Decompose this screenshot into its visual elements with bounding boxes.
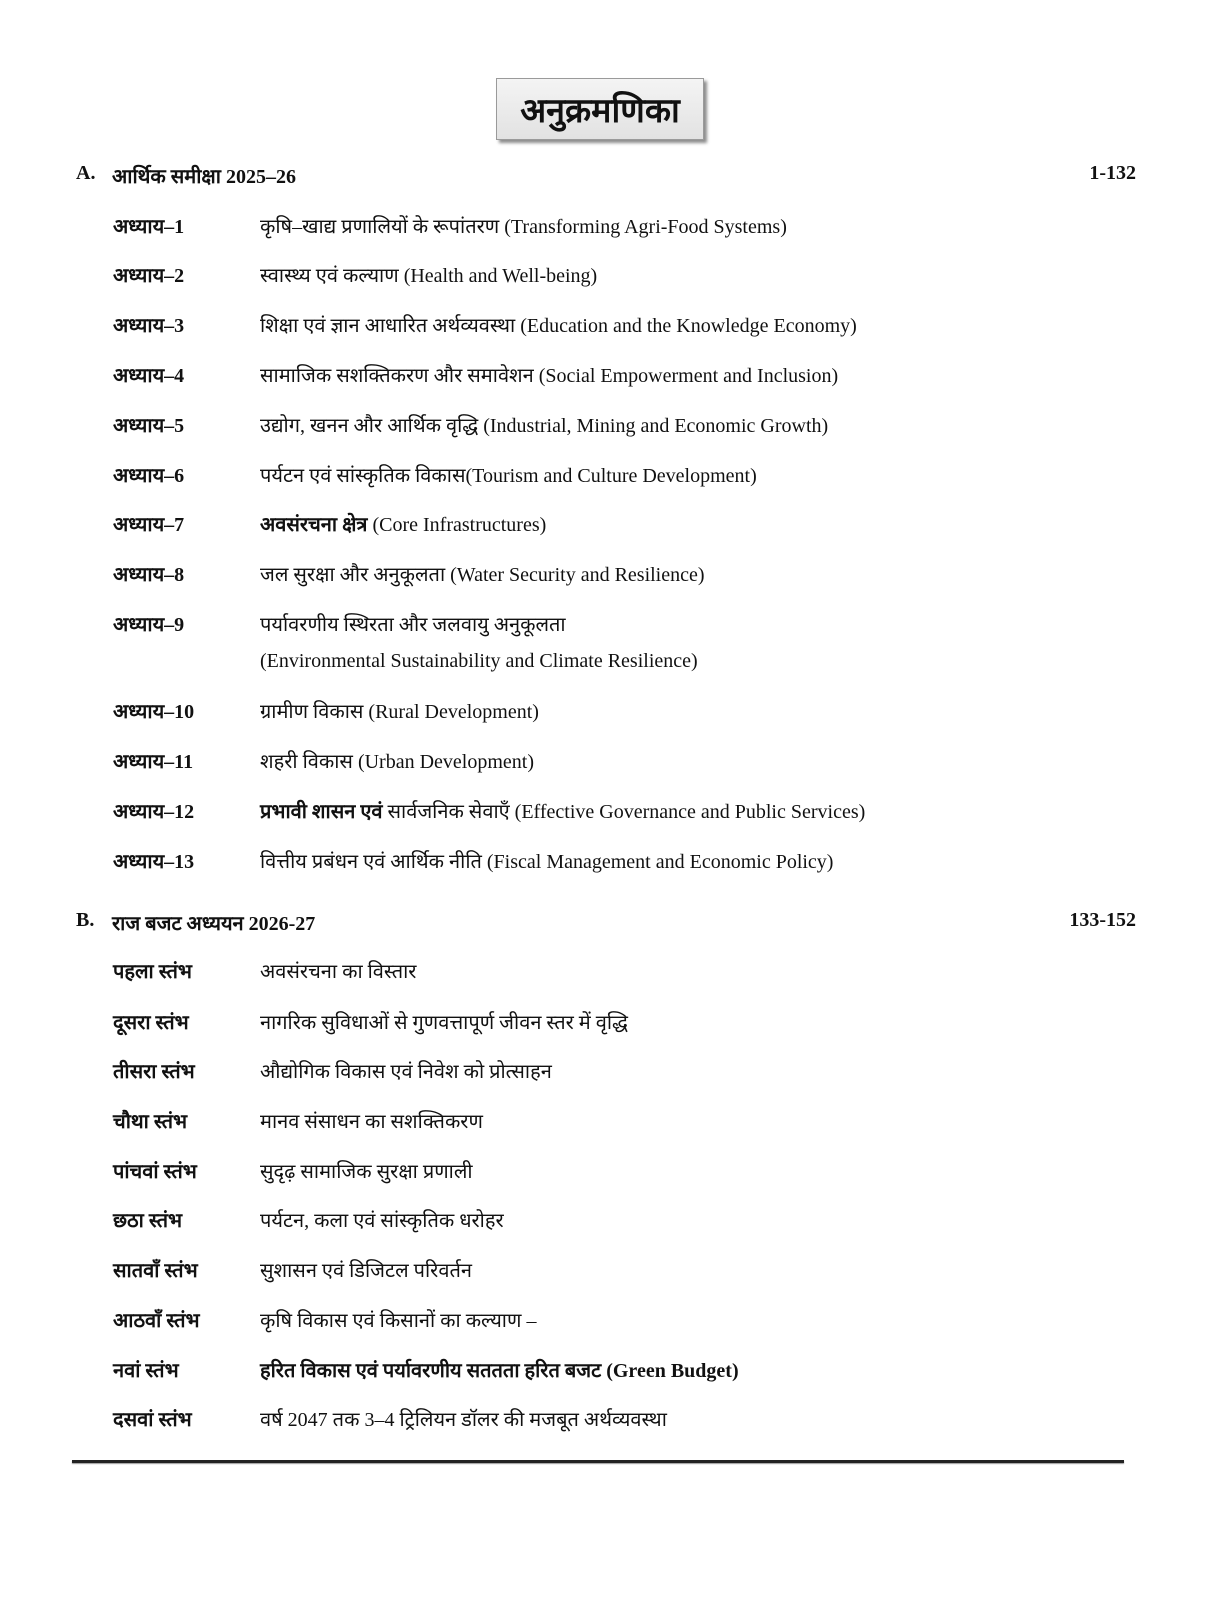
chapter-row-plain-text: सामाजिक सशक्तिकरण और समावेशन (Social Empowerment and Inclusion) (260, 365, 839, 387)
section-title: आर्थिक समीक्षा 2025–26 (112, 166, 296, 188)
pillar-row-label: सातवाँ स्तंभ (113, 1260, 198, 1282)
chapter-row-text (260, 747, 534, 774)
chapter-row-plain-text: शिक्षा एवं ज्ञान आधारित अर्थव्यवस्था (Education and the Knowledge Economy) (260, 315, 857, 337)
section-letter: A. (76, 162, 96, 184)
chapter-row-text (260, 212, 787, 239)
chapter-row-plain-text: उद्योग, खनन और आर्थिक वृद्धि (Industrial, Mining and Economic Growth) (260, 415, 829, 437)
section-pages: 1-132 (1089, 162, 1136, 184)
pillar-row-text (260, 1405, 667, 1432)
pillar-row-label: चौथा स्तंभ (113, 1111, 188, 1133)
pillar-row-text (260, 1306, 536, 1333)
pillar-row-label: आठवाँ स्तंभ (113, 1310, 200, 1332)
pillar-row-text (260, 1256, 472, 1283)
chapter-row-text (260, 311, 857, 338)
chapter-row-text-continued: (Environmental Sustainability and Climate Resilience) (260, 650, 698, 672)
pillar-row-label: नवां स्तंभ (113, 1360, 179, 1382)
pillar-row-label: दूसरा स्तंभ (113, 1012, 189, 1034)
chapter-row-label: अध्याय–11 (113, 751, 194, 773)
pillar-row-text (260, 957, 416, 984)
chapter-row-plain-text: कृषि–खाद्य प्रणालियों के रूपांतरण (Transforming Agri-Food Systems) (260, 216, 787, 238)
section-pages: 133-152 (1069, 909, 1136, 931)
chapter-row-label: अध्याय–7 (113, 514, 185, 536)
pillar-row-text (260, 1157, 473, 1184)
section-letter: B. (76, 909, 95, 931)
chapter-row-text (260, 361, 838, 388)
chapter-row-label: अध्याय–13 (113, 851, 195, 873)
chapter-row-label: अध्याय–6 (113, 465, 185, 487)
pillar-row-bold-text: हरित विकास एवं पर्यावरणीय सततता हरित बजट (Green Budget) (260, 1360, 739, 1382)
chapter-row-plain-text: सार्वजनिक सेवाएँ (Effective Governance and Public Services) (382, 801, 866, 823)
chapter-row-label: अध्याय–5 (113, 415, 185, 437)
pillar-row-label: दसवां स्तंभ (113, 1409, 192, 1431)
pillar-row-label: पहला स्तंभ (113, 961, 192, 983)
pillar-row-text (260, 1107, 483, 1134)
pillar-row-text (260, 1008, 628, 1035)
chapter-row-plain-text: ग्रामीण विकास (Rural Development) (260, 701, 539, 723)
chapter-row-label: अध्याय–2 (113, 265, 185, 287)
pillar-row-plain-text: औद्योगिक विकास एवं निवेश को प्रोत्साहन (260, 1061, 552, 1083)
chapter-row-label: अध्याय–8 (113, 564, 185, 586)
chapter-row-label: अध्याय–3 (113, 315, 185, 337)
chapter-row-plain-text: (Core Infrastructures) (367, 514, 547, 536)
pillar-row-plain-text: कृषि विकास एवं किसानों का कल्याण – (260, 1310, 537, 1332)
chapter-row-bold-text: प्रभावी शासन एवं (260, 801, 383, 823)
chapter-row-text (260, 847, 833, 874)
chapter-row-text (260, 610, 566, 637)
chapter-row-plain-text: स्वास्थ्य एवं कल्याण (Health and Well-being) (260, 265, 598, 287)
chapter-row-text (260, 697, 539, 724)
chapter-row-label: अध्याय–9 (113, 614, 185, 636)
pillar-row-label: तीसरा स्तंभ (113, 1061, 195, 1083)
bottom-divider (72, 1460, 1124, 1463)
chapter-row-plain-text: जल सुरक्षा और अनुकूलता (Water Security and Resilience) (260, 564, 705, 586)
chapter-row-label: अध्याय–12 (113, 801, 195, 823)
pillar-row-text (260, 1057, 552, 1084)
chapter-row-plain-text: वित्तीय प्रबंधन एवं आर्थिक नीति (Fiscal Management and Economic Policy) (260, 851, 834, 873)
pillar-row-text (260, 1356, 739, 1383)
pillar-row-plain-text: वर्ष 2047 तक 3–4 ट्रिलियन डॉलर की मजबूत अर्थव्यवस्था (260, 1409, 667, 1431)
chapter-row-label: अध्याय–1 (113, 216, 185, 238)
page-title: अनुक्रमणिका (496, 78, 704, 140)
pillar-row-label: छठा स्तंभ (113, 1210, 183, 1232)
chapter-row-label: अध्याय–10 (113, 701, 195, 723)
chapter-row-text (260, 797, 865, 824)
pillar-row-text (260, 1206, 504, 1233)
chapter-row-text (260, 510, 546, 537)
chapter-row-text (260, 261, 597, 288)
pillar-row-plain-text: अवसंरचना का विस्तार (260, 961, 417, 983)
chapter-row-plain-text: शहरी विकास (Urban Development) (260, 751, 534, 773)
pillar-row-plain-text: मानव संसाधन का सशक्तिकरण (260, 1111, 483, 1133)
chapter-row-text (260, 560, 705, 587)
section-title: राज बजट अध्ययन 2026-27 (112, 913, 316, 935)
pillar-row-plain-text: सुदृढ़ सामाजिक सुरक्षा प्रणाली (260, 1161, 473, 1183)
pillar-row-plain-text: नागरिक सुविधाओं से गुणवत्तापूर्ण जीवन स्तर में वृद्धि (260, 1012, 629, 1034)
chapter-row-plain-text: पर्यावरणीय स्थिरता और जलवायु अनुकूलता (260, 614, 566, 636)
pillar-row-plain-text: सुशासन एवं डिजिटल परिवर्तन (260, 1260, 472, 1282)
chapter-row-text (260, 461, 757, 488)
pillar-row-label: पांचवां स्तंभ (113, 1161, 197, 1183)
chapter-row-text (260, 411, 828, 438)
chapter-row-label: अध्याय–4 (113, 365, 185, 387)
chapter-row-bold-text: अवसंरचना क्षेत्र (260, 514, 368, 536)
chapter-row-plain-text: पर्यटन एवं सांस्कृतिक विकास(Tourism and Culture Development) (260, 465, 757, 487)
pillar-row-plain-text: पर्यटन, कला एवं सांस्कृतिक धरोहर (260, 1210, 504, 1232)
